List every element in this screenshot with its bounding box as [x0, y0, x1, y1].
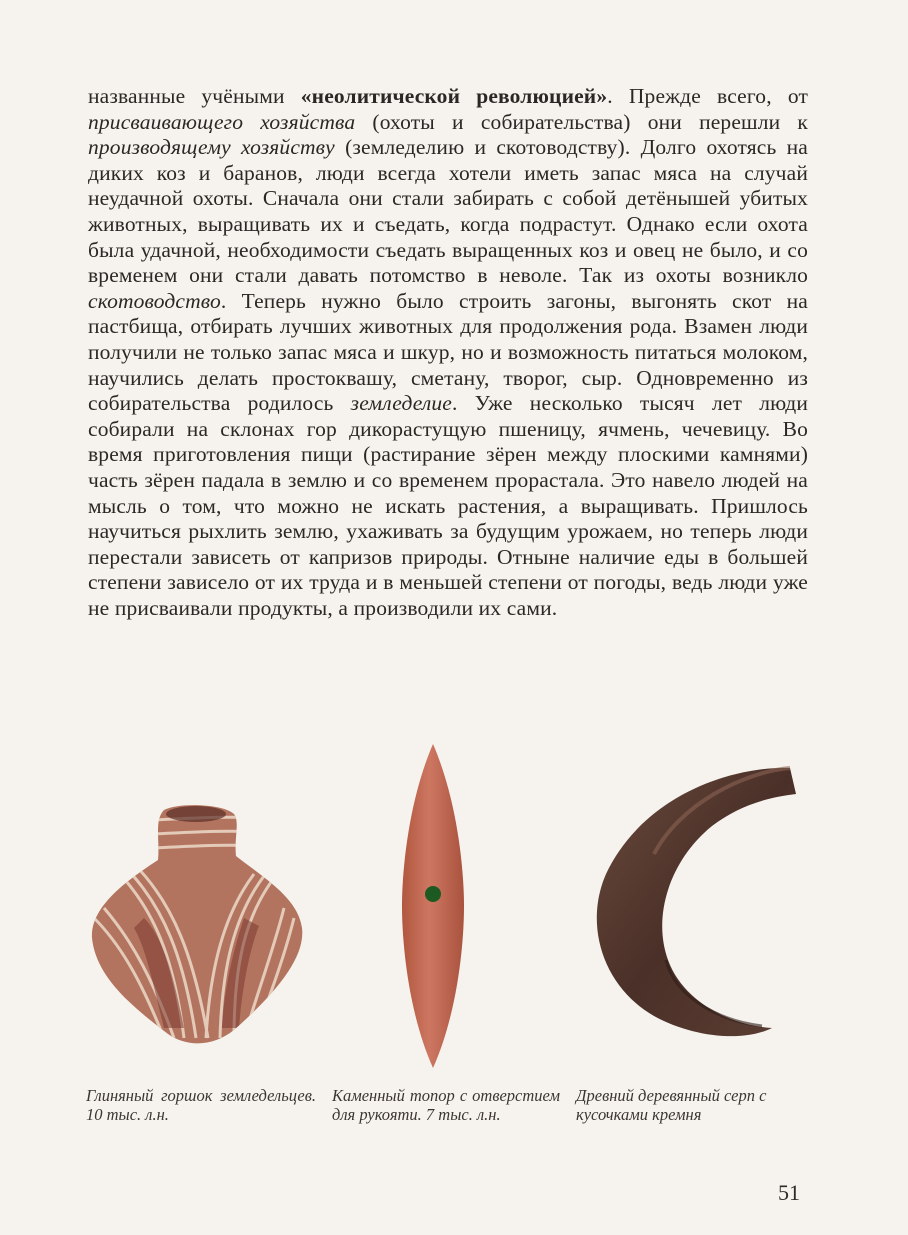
text-run: (охоты и собирательства) они перешли к — [355, 109, 808, 134]
figure-caption: Глиняный горшок земледельцев. 10 тыс. л.н. — [86, 1086, 316, 1124]
page-number: 51 — [778, 1180, 800, 1205]
wooden-sickle-image — [584, 764, 800, 1044]
stone-axe-image — [398, 742, 468, 1070]
italic-term: земледелие — [350, 391, 453, 416]
clay-pot-image — [84, 798, 314, 1058]
italic-term: присваивающего хозяйства — [88, 109, 356, 134]
text-run: (земледелию и скотоводству). Долго охотясь на диких коз и баранов, люди всегда хотели иметь запас мяса на случай неудачной охоты. Сначала они стали забирать с собой детёнышей убитых животных, выращивать их и съедать, когда подрастут. Однако если охота была удачной, необходимости съедать выращенных коз и овец не было, и со временем они стали давать потомство в неволе. Так из охоты возникло — [88, 135, 809, 288]
body-paragraph — [88, 84, 808, 621]
text-run: . Теперь нужно было строить загоны, выгонять скот на пастбища, отбирать лучших животных для продолжения рода. Взамен люди получили не только запас мяса и шкур, но и возможность питаться молоком, научились делать простоквашу, сметану, творог, сыр. Одновременно из собирательства родилось — [88, 288, 808, 416]
italic-term: производящему хозяйству — [88, 135, 335, 160]
bold-term: «неолитической революцией» — [300, 84, 608, 108]
text-run: . Уже несколько тысяч лет люди собирали на склонах гор дикорастущую пшеницу, ячмень, чечевицу. Во время приготовления пищи (растирание зёрен между плоскими камнями) часть зёрен падала в землю и со временем прорастала. Это навело людей на мысль о том, что можно не искать растения, а выращивать. Пришлось научиться рыхлить землю, ухаживать за будущим урожаем, но теперь люди перестали зависеть от капризов природы. Отныне наличие еды в большей степени зависело от их труда и в меньшей степени от погоды, ведь люди уже не присваивали продукты, а производили их сами. — [88, 391, 808, 620]
italic-term: скотоводство — [88, 288, 221, 313]
text-run: названные учёными — [88, 84, 301, 108]
figure-caption: Каменный топор с отверстием для рукояти. 7 тыс. л.н. — [332, 1086, 560, 1124]
text-run: . Прежде всего, от — [607, 84, 808, 108]
figure-caption: Древний деревянный серп с кусочками кремня — [576, 1086, 767, 1124]
axe-hole — [425, 886, 441, 902]
